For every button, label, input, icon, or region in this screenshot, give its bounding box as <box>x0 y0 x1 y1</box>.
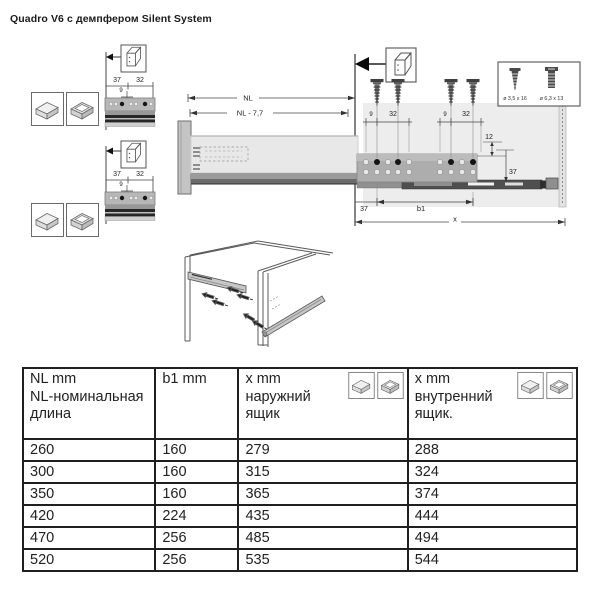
table-cell: 374 <box>408 483 577 505</box>
header-text: длина <box>30 406 72 422</box>
dim-label: 9 <box>443 112 447 118</box>
table-cell: 256 <box>155 527 238 549</box>
screw-legend <box>498 62 580 106</box>
table-cell: 435 <box>238 505 407 527</box>
screw-size-label: ø 6,3 x 13 <box>539 96 564 102</box>
table-row <box>23 461 577 483</box>
table-row <box>23 439 577 461</box>
table-cell: 160 <box>155 483 238 505</box>
drawer-icon <box>67 204 99 237</box>
arrow-left-icon <box>106 148 113 155</box>
table-cell: 160 <box>155 439 238 461</box>
mount-detail-top <box>32 45 156 130</box>
col-header-nl <box>23 368 155 439</box>
screw-icon <box>392 79 405 106</box>
cabinet-perspective <box>185 241 333 347</box>
header-text: NL-номинальная <box>30 388 144 405</box>
screw-icon <box>211 298 228 308</box>
table-cell: 470 <box>23 527 155 549</box>
table-cell: 544 <box>408 549 577 571</box>
table-cell: 224 <box>155 505 238 527</box>
table-cell: 256 <box>155 549 238 571</box>
dim-label: 37 <box>509 169 517 176</box>
header-text: ящик. <box>414 406 453 422</box>
dim-label-x: x <box>453 214 457 224</box>
drawer-icon <box>517 372 544 399</box>
table-cell: 520 <box>23 549 155 571</box>
dim-label-b1: b1 <box>416 204 426 213</box>
table-cell: 279 <box>238 439 407 461</box>
table-row <box>23 527 577 549</box>
table-cell: 350 <box>23 483 155 505</box>
table-cell: 324 <box>408 461 577 483</box>
dim-label: 32 <box>136 77 144 84</box>
header-text: x mm <box>245 371 281 387</box>
screw-icon <box>236 292 253 302</box>
drawer-icon <box>67 93 99 126</box>
table-header-row <box>23 368 577 439</box>
header-text: NL mm <box>30 371 77 387</box>
drawer-icon <box>546 372 573 399</box>
dim-label-nl77: NL - 7,7 <box>236 108 264 118</box>
screw-icon <box>371 79 384 106</box>
col-header-b1 <box>155 368 238 439</box>
dim-label: 9 <box>369 112 373 118</box>
screw-icon <box>445 79 458 106</box>
table-row <box>23 483 577 505</box>
header-text: ящик <box>245 406 280 422</box>
drawer-icon <box>32 204 64 237</box>
col-header-x-inner <box>408 368 577 439</box>
table-cell: 420 <box>23 505 155 527</box>
table-cell: 300 <box>23 461 155 483</box>
mount-detail-bottom <box>32 141 156 237</box>
dim-label: 12 <box>485 134 493 141</box>
drawer-icon <box>348 372 375 399</box>
header-text: b1 mm <box>162 371 207 387</box>
dim-label: 37 <box>113 171 121 178</box>
header-text: x mm <box>414 371 451 387</box>
arrow-left-icon <box>106 54 113 61</box>
arrow-left-icon <box>355 57 369 71</box>
table-cell: 485 <box>238 527 407 549</box>
drawer-icon <box>377 372 404 399</box>
table-cell: 444 <box>408 505 577 527</box>
header-text: внутренний <box>414 388 493 405</box>
table-row <box>23 549 577 571</box>
dim-label: 37 <box>113 77 121 84</box>
table-row <box>23 505 577 527</box>
table-cell: 535 <box>238 549 407 571</box>
dim-label: 9 <box>119 182 123 188</box>
table-cell: 315 <box>238 461 407 483</box>
table-cell: 160 <box>155 461 238 483</box>
col-header-x-outer <box>238 368 407 439</box>
table-cell: 494 <box>408 527 577 549</box>
screw-icon <box>467 79 480 106</box>
dim-label-nl: NL <box>243 93 253 103</box>
dim-label: 32 <box>136 171 144 178</box>
table-cell: 260 <box>23 439 155 461</box>
page-title: Quadro V6 с демпфером Silent System <box>10 13 212 25</box>
drawer-icon <box>32 93 64 126</box>
header-text: наружний <box>245 388 311 405</box>
screw-size-label: ø 3,5 x 16 <box>503 96 527 102</box>
dim-label: 37 <box>360 206 368 213</box>
table-cell: 288 <box>408 439 577 461</box>
table-cell: 365 <box>238 483 407 505</box>
dim-label: 32 <box>389 111 397 118</box>
spec-table <box>22 367 578 572</box>
dim-label: 32 <box>462 111 470 118</box>
dim-label: 9 <box>119 88 123 94</box>
